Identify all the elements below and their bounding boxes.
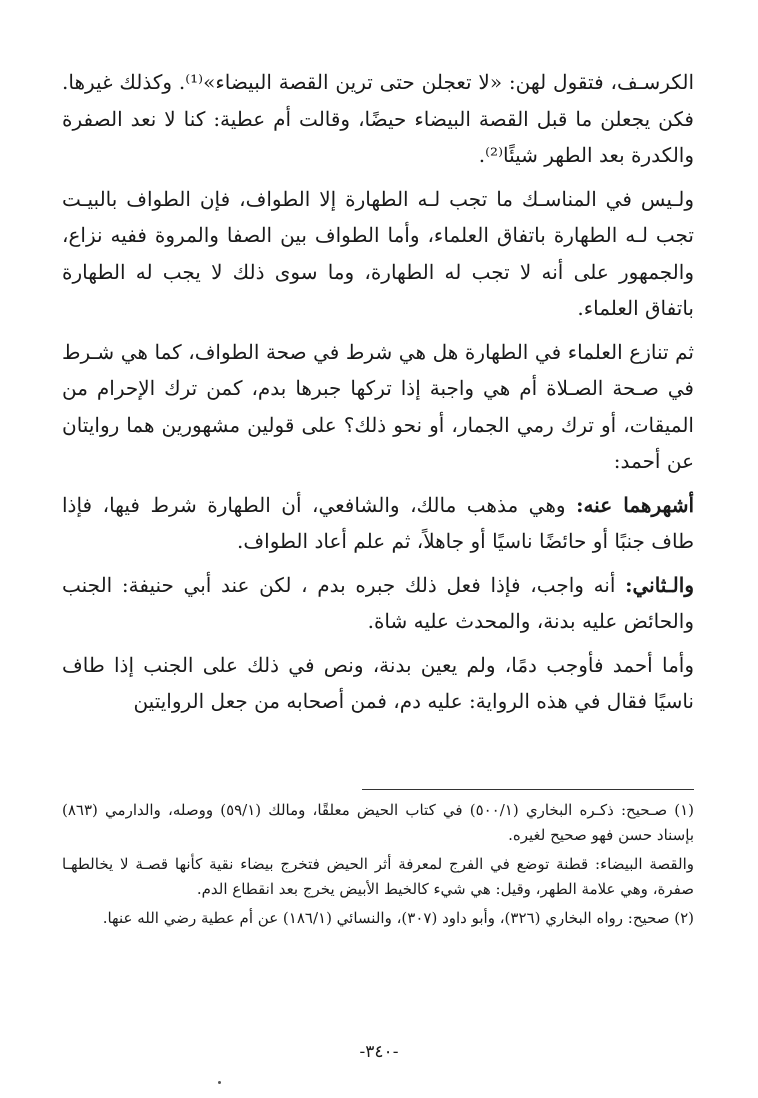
page-number: -٣٤٠-: [359, 1042, 399, 1062]
opinion-second-lead: والـثاني:: [625, 572, 694, 597]
opinion-first-text: وهي مذهب مالك، والشافعي، أن الطهارة شرط فيها، فإذا طاف جنبًا أو حائضًا ناسيًا أو جاهلاً، ثم علم أعاد الطواف.: [62, 492, 694, 553]
paragraph-1: الكرسـف، فتقول لهن: «لا تعجلن حتى ترين القصة البيضاء»⁽¹⁾. وكذلك غيرها. فكن يجعلن ما قبل القصة البيضاء حيضًا، وقالت أم عطية: كنا لا نعد الصفرة والكدرة بعد الطهر شيئًا⁽²⁾.: [62, 70, 694, 167]
opinion-first-lead: أشهرهما عنه:: [576, 492, 695, 517]
main-text: [62, 64, 694, 727]
opinion-second-text: أنه واجب، فإذا فعل ذلك جبره بدم ، لكن عند أبي حنيفة: الجنب والحائض عليه بدنة، والمحدث عليه شاة.: [62, 572, 694, 633]
footnotes: [62, 798, 694, 936]
opinion-first: [62, 487, 694, 560]
footnote-2: (٢) صحيح: رواه البخاري (٣٢٦)، وأبو داود (٣٠٧)، والنسائي (١٨٦/١) عن أم عطية رضي الله عنها.: [102, 909, 694, 927]
paragraph-closing: وأما أحمد فأوجب دمًا، ولم يعين بدنة، ونص في ذلك على الجنب إذا طاف ناسيًا فقال في هذه الرواية: عليه دم، فمن أصحابه من جعل الروايتين: [62, 652, 694, 713]
scan-dot: [218, 1081, 221, 1084]
footnote-1: (١) صـحيح: ذكـره البخاري (٥٠٠/١) في كتاب الحيض معلقًا، ومالك (٥٩/١) ووصله، والدارمي (٨٦٣) بإسناد حسن فهو صحيح لغيره.: [62, 801, 694, 844]
opinion-second: [62, 567, 694, 640]
footnote-1-explanation: والقصة البيضاء: قطنة توضع في الفرج لمعرفة أثر الحيض فتخرج بيضاء نقية كأنها قصـة لا يخالطهـا صفرة، وهي علامة الطهر، وقيل: هي شيء كالخيط الأبيض يخرج بعد انقطاع الدم.: [62, 855, 694, 898]
paragraph-3: ثم تنازع العلماء في الطهارة هل هي شرط في صحة الطواف، كما هي شـرط في صـحة الصـلاة أم هي واجبة إذا تركها جبرها بدم، كمن ترك الإحرام من الميقات، أو ترك رمي الجمار، أو نحو ذلك؟ على قولين مشهورين هما روايتان عن أحمد:: [62, 339, 694, 473]
paragraph-2: ولـيس في المناسـك ما تجب لـه الطهارة إلا الطواف، فإن الطواف بالبيـت تجب لـه الطهارة باتفاق العلماء، وأما الطواف بين الصفا والمروة ففيه نزاع، والجمهور على أنه لا تجب له الطهارة، وما سوى ذلك لا يجب له الطهارة باتفاق العلماء.: [62, 186, 695, 320]
footnote-divider: [362, 789, 694, 790]
